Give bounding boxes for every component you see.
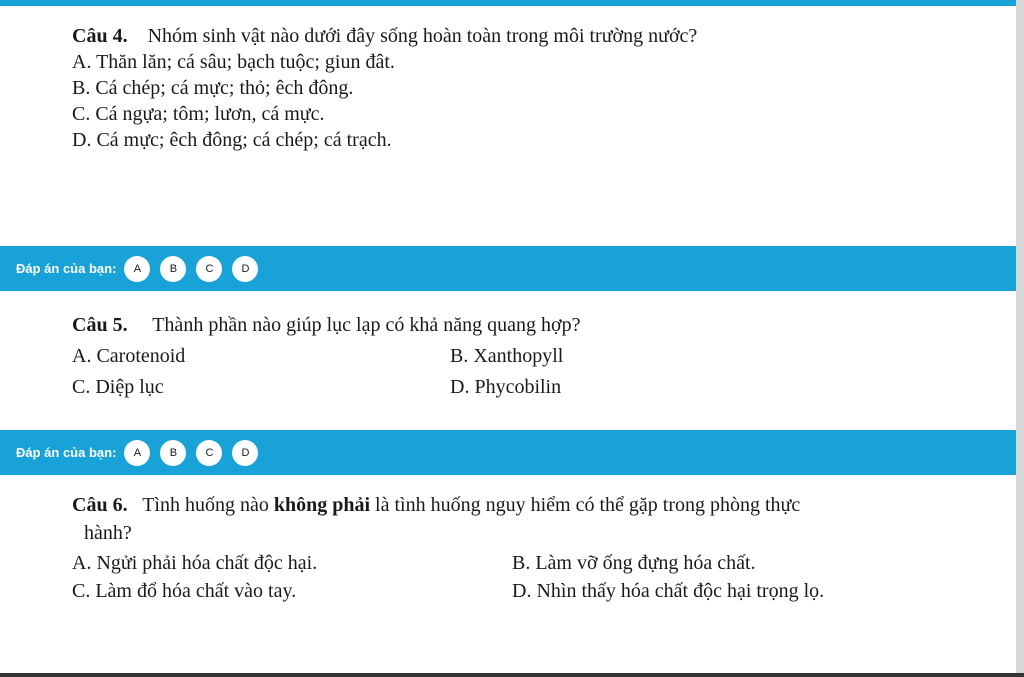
question-6-option-a: A. Ngửi phải hóa chất độc hại. bbox=[72, 552, 318, 574]
question-5-option-b: B. Xanthopyll bbox=[450, 345, 564, 367]
question-6-text-pre: Tình huống nào bbox=[142, 494, 269, 516]
question-6-number: Câu 6. bbox=[72, 494, 128, 516]
question-5-options-row-1 bbox=[72, 341, 972, 372]
question-5-text: Thành phần nào giúp lục lạp có khả năng quang hợp? bbox=[152, 314, 581, 336]
question-5-options-row-2 bbox=[72, 372, 972, 403]
answer-option-d-q4[interactable]: D bbox=[232, 256, 258, 282]
answer-label: Đáp án của bạn: bbox=[16, 445, 117, 460]
question-4-option-a: A. Thăn lăn; cá sâu; bạch tuộc; giun đât. bbox=[72, 51, 395, 73]
question-6 bbox=[72, 491, 972, 605]
question-6-options-row-2 bbox=[72, 577, 972, 605]
question-6-option-d: D. Nhìn thấy hóa chất độc hại trọng lọ. bbox=[512, 580, 825, 602]
question-6-text-post: là tình huống nguy hiểm có thể gặp trong phòng thực bbox=[375, 494, 801, 516]
answer-option-c-q5[interactable]: C bbox=[196, 440, 222, 466]
question-4-option-d: D. Cá mực; êch đông; cá chép; cá trạch. bbox=[72, 129, 392, 151]
answer-bar-q5 bbox=[0, 430, 1016, 475]
question-4-title bbox=[72, 23, 697, 49]
answer-option-d-q5[interactable]: D bbox=[232, 440, 258, 466]
answer-bar-q4 bbox=[0, 246, 1016, 291]
answer-option-b-q4[interactable]: B bbox=[160, 256, 186, 282]
question-6-options-row-1 bbox=[72, 549, 972, 577]
question-5-option-a: A. Carotenoid bbox=[72, 345, 186, 367]
question-6-text-bold: không phải bbox=[273, 494, 371, 516]
bottom-border bbox=[0, 673, 1024, 677]
question-4 bbox=[72, 23, 697, 153]
question-4-option-c: C. Cá ngựa; tôm; lươn, cá mực. bbox=[72, 103, 325, 125]
question-5-option-c: C. Diệp lục bbox=[72, 376, 164, 398]
question-5-option-d: D. Phycobilin bbox=[450, 376, 562, 398]
question-4-option-b: B. Cá chép; cá mực; thỏ; êch đông. bbox=[72, 77, 354, 99]
question-6-title bbox=[72, 491, 972, 519]
question-5-number: Câu 5. bbox=[72, 314, 128, 336]
answer-label: Đáp án của bạn: bbox=[16, 261, 117, 276]
question-6-option-b: B. Làm vỡ ống đựng hóa chất. bbox=[512, 552, 756, 574]
top-accent-strip bbox=[0, 0, 1016, 6]
question-5 bbox=[72, 310, 972, 403]
question-6-text-line2: hành? bbox=[84, 522, 132, 544]
answer-option-a-q4[interactable]: A bbox=[124, 256, 150, 282]
answer-option-b-q5[interactable]: B bbox=[160, 440, 186, 466]
answer-option-a-q5[interactable]: A bbox=[124, 440, 150, 466]
question-4-text: Nhóm sinh vật nào dưới đây sống hoàn toàn trong môi trường nước? bbox=[147, 25, 698, 47]
window-edge bbox=[1016, 0, 1024, 677]
answer-option-c-q4[interactable]: C bbox=[196, 256, 222, 282]
question-5-title bbox=[72, 310, 972, 341]
question-4-number: Câu 4. bbox=[72, 25, 128, 47]
question-6-option-c: C. Làm đổ hóa chất vào tay. bbox=[72, 580, 297, 602]
